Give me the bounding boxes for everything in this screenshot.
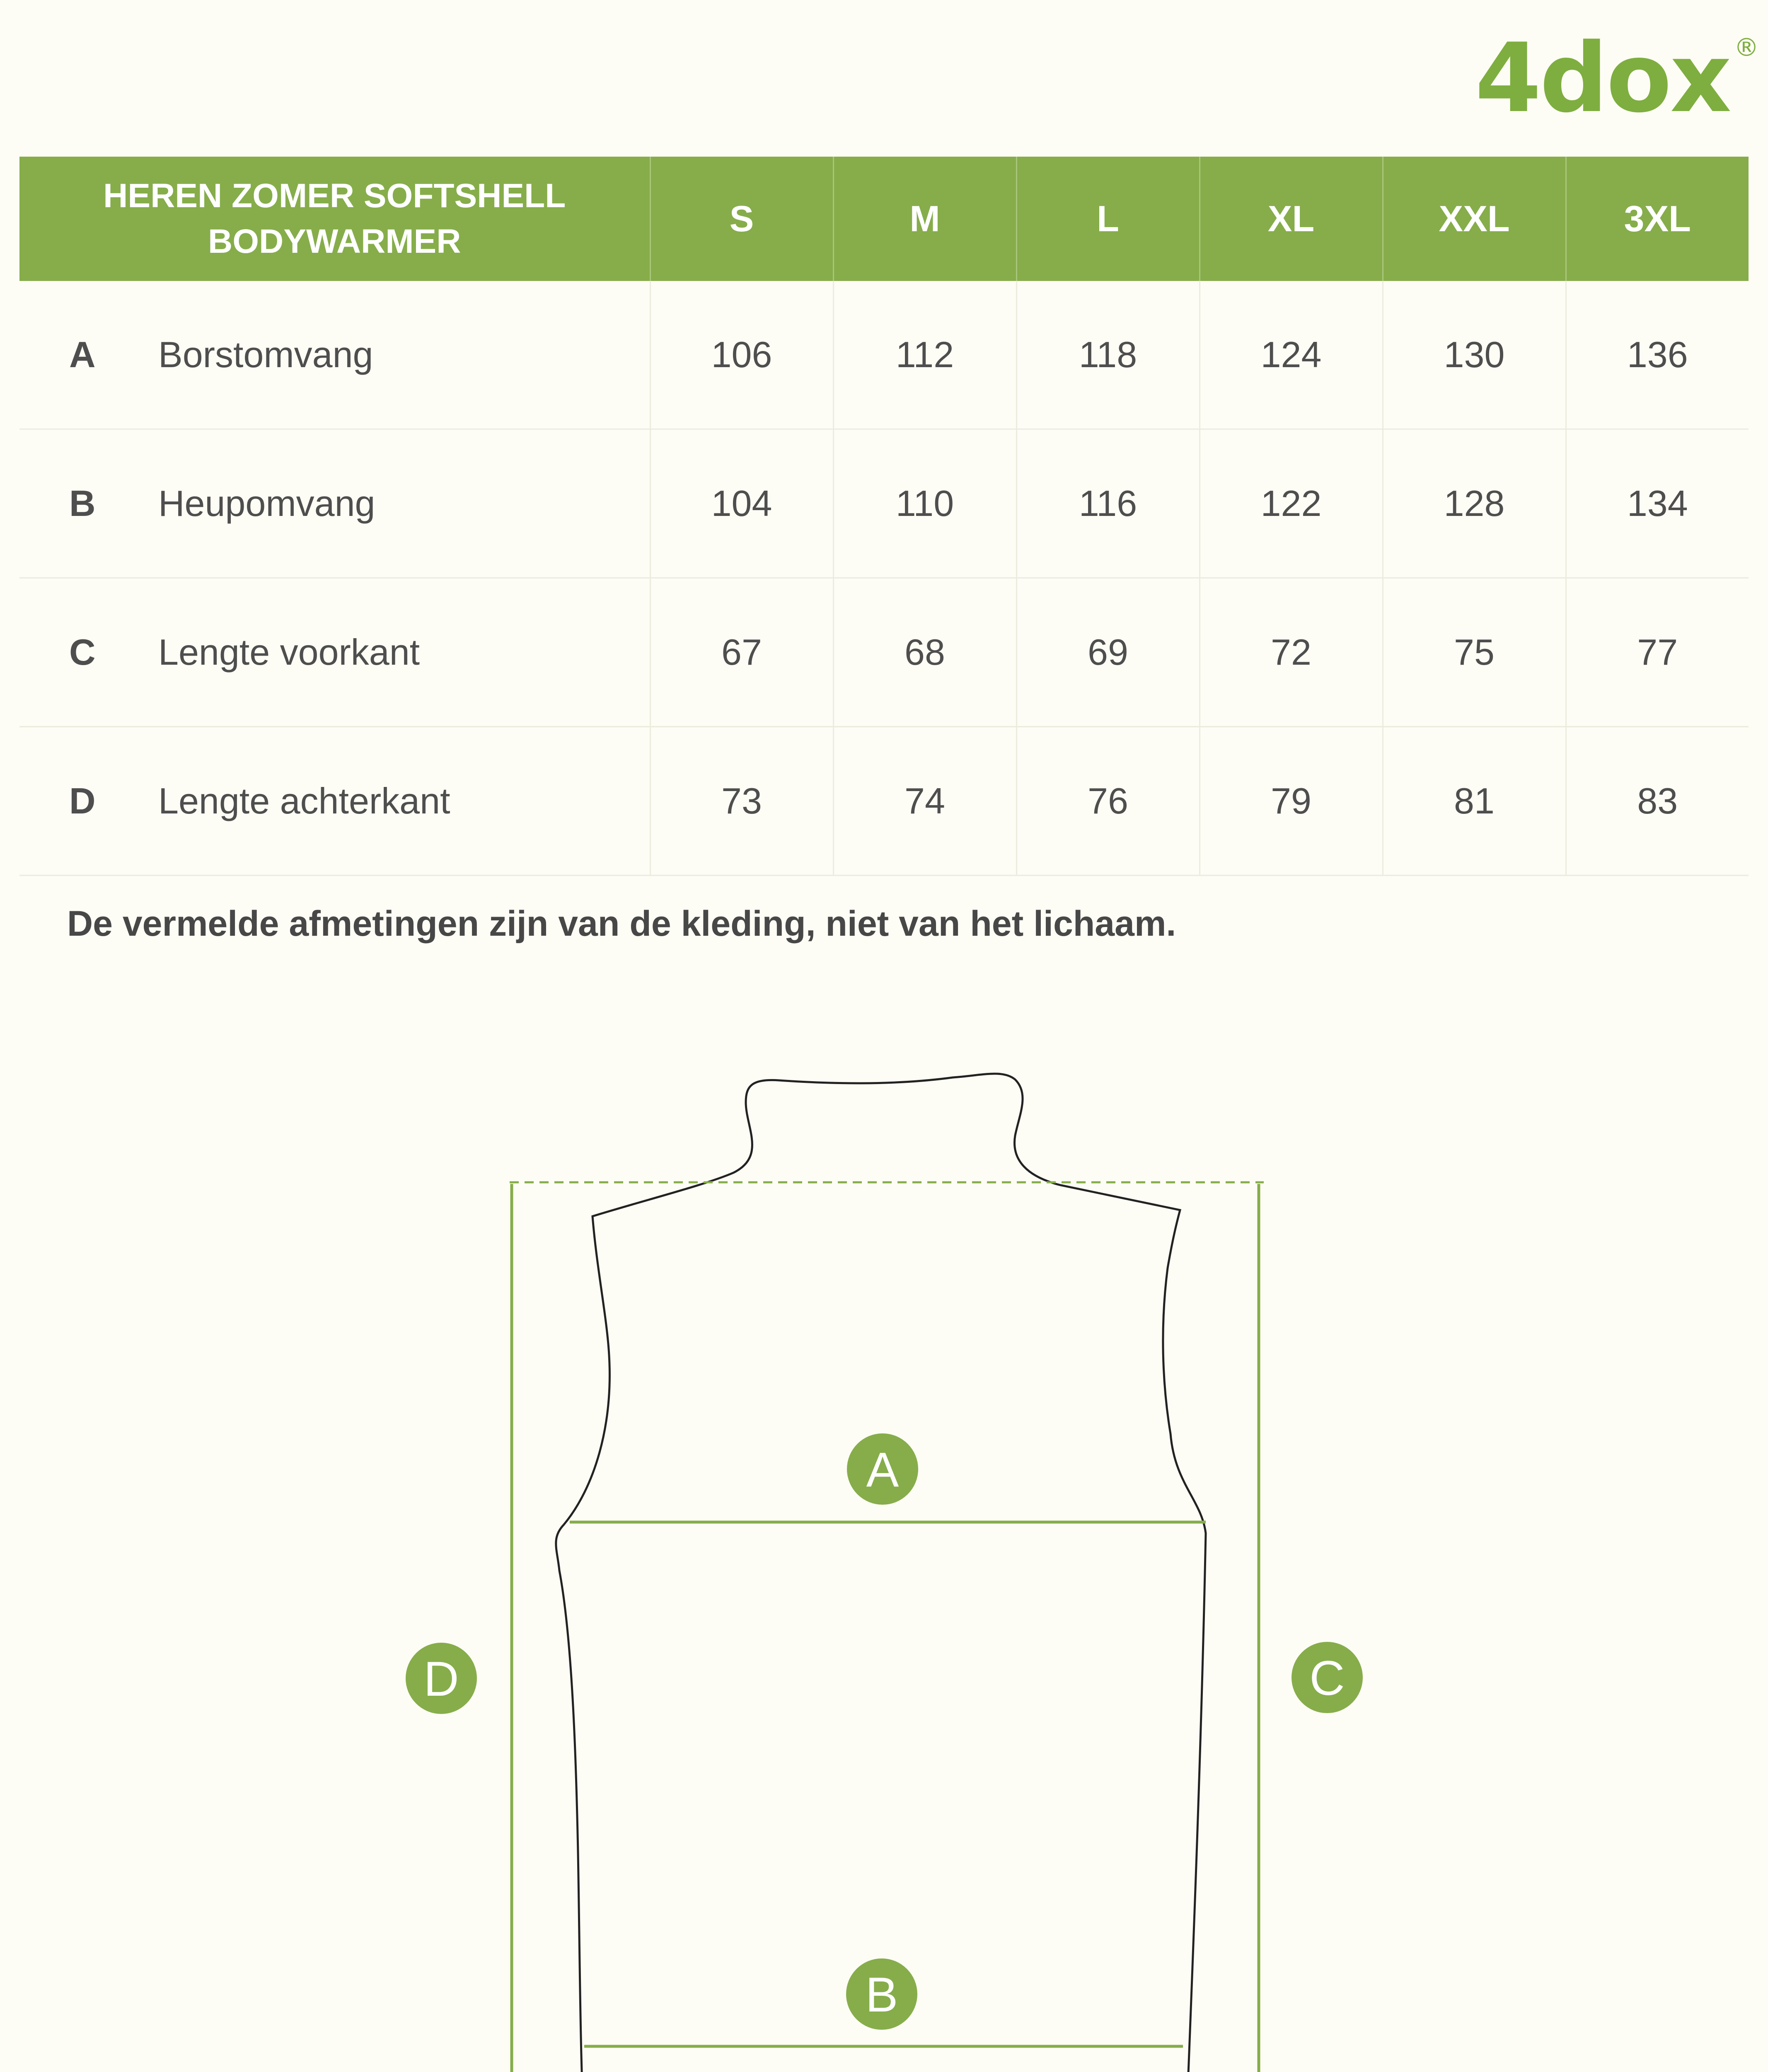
table-cell: 83: [1566, 727, 1749, 876]
table-cell: 74: [833, 727, 1016, 876]
table-cell: 76: [1016, 727, 1200, 876]
badge-c-label: C: [1309, 1651, 1345, 1706]
table-cell: 106: [650, 281, 833, 429]
badge-a: [847, 1433, 918, 1505]
table-cell: 68: [833, 578, 1016, 727]
logo-wordmark: 4dox: [1475, 23, 1730, 134]
table-cell: 116: [1016, 429, 1200, 578]
measurement-code: D: [69, 780, 96, 821]
badge-a-label: A: [866, 1443, 899, 1497]
measurement-code: B: [69, 483, 96, 524]
table-cell: 75: [1383, 578, 1566, 727]
measurement-name: Heupomvang: [158, 483, 375, 524]
table-cell: 130: [1383, 281, 1566, 429]
table-cell: 104: [650, 429, 833, 578]
badge-c: [1292, 1642, 1363, 1713]
size-header-s: S: [650, 157, 833, 281]
size-header-xl: XL: [1200, 157, 1383, 281]
table-cell: 122: [1200, 429, 1383, 578]
table-cell: 67: [650, 578, 833, 727]
table-cell: 110: [833, 429, 1016, 578]
vest-outline: [556, 1074, 1206, 2072]
measurement-note: De vermelde afmetingen zijn van de kleding, niet van het lichaam.: [67, 904, 1176, 944]
table-cell: 77: [1566, 578, 1749, 727]
table-cell: 72: [1200, 578, 1383, 727]
table-cell: 118: [1016, 281, 1200, 429]
measurement-name: Lengte achterkant: [158, 780, 450, 821]
size-header-xxl: XXL: [1383, 157, 1566, 281]
measurement-name: Lengte voorkant: [158, 632, 420, 673]
measurement-code: C: [69, 632, 96, 673]
badge-d: [406, 1643, 477, 1714]
table-cell: 124: [1200, 281, 1383, 429]
table-cell: 81: [1383, 727, 1566, 876]
badge-b: [846, 1958, 917, 2030]
badge-d-label: D: [423, 1652, 459, 1706]
size-header-l: L: [1016, 157, 1200, 281]
registered-mark: ®: [1734, 33, 1759, 62]
table-cell: 79: [1200, 727, 1383, 876]
size-header-m: M: [833, 157, 1016, 281]
badge-b-label: B: [865, 1968, 898, 2022]
table-cell: 112: [833, 281, 1016, 429]
table-cell: 136: [1566, 281, 1749, 429]
size-header-3xl: 3XL: [1566, 157, 1749, 281]
measurement-name: Borstomvang: [158, 334, 373, 375]
measurement-code: A: [69, 334, 96, 375]
product-title: HEREN ZOMER SOFTSHELL BODYWARMER: [19, 157, 650, 281]
table-cell: 69: [1016, 578, 1200, 727]
table-cell: 134: [1566, 429, 1749, 578]
table-cell: 128: [1383, 429, 1566, 578]
table-cell: 73: [650, 727, 833, 876]
